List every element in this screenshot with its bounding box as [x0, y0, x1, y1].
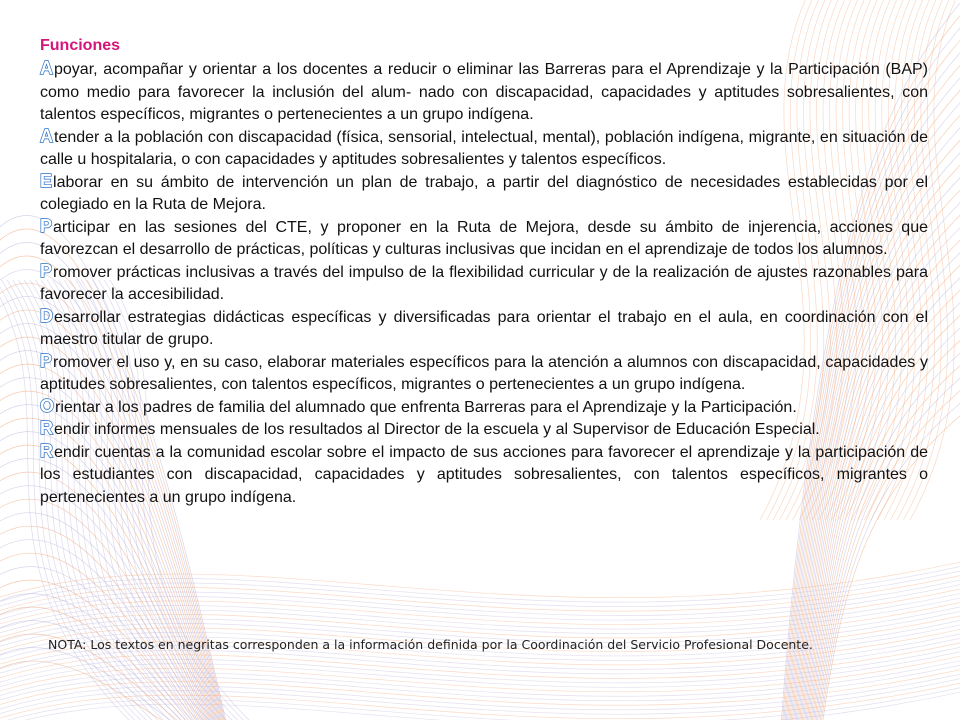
function-item — [40, 442, 928, 510]
function-item — [40, 307, 928, 352]
footnote: NOTA: Los textos en negritas corresponden a la información definida por la Coordinación del Servicio Profesional Docente. — [48, 637, 813, 652]
function-item — [40, 262, 928, 307]
functions-list — [40, 59, 928, 509]
function-text: endir informes mensuales de los resultados al Director de la escuela y al Supervisor de Educación Especial. — [54, 421, 820, 438]
function-text: rientar a los padres de familia del alumnado que enfrenta Barreras para el Aprendizaje y la Participación. — [55, 398, 797, 416]
function-item — [40, 217, 928, 262]
function-text: esarrollar estrategias didácticas específicas y diversificadas para orientar el trabajo en el aula, en coordinación con el maestro titular de grupo. — [40, 308, 928, 348]
initial-letter: D — [40, 305, 53, 326]
section-title: Funciones — [40, 37, 121, 54]
initial-letter: P — [40, 215, 53, 236]
initial-letter: P — [40, 350, 53, 371]
function-item — [40, 127, 928, 172]
function-item — [40, 172, 928, 217]
initial-letter: E — [40, 170, 53, 191]
initial-letter: P — [40, 260, 53, 281]
initial-letter: A — [40, 58, 53, 78]
function-text: laborar en su ámbito de intervención un plan de trabajo, a partir del diagnóstico de necesidades establecidas por el colegiado en la Ruta de Mejora. — [40, 173, 928, 213]
function-item — [40, 352, 928, 397]
function-item — [40, 59, 928, 127]
function-text: romover el uso y, en su caso, elaborar materiales específicos para la atención a alumnos con discapacidad, capacidades y aptitudes sobresalientes, con talentos específicos, migrantes o pertenecientes a un grupo indígena. — [40, 353, 928, 393]
function-text: romover prácticas inclusivas a través del impulso de la flexibilidad curricular y de la realización de ajustes razonables para favorecer la accesibilidad. — [40, 263, 928, 303]
function-text: endir cuentas a la comunidad escolar sobre el impacto de sus acciones para favorecer el aprendizaje y la participación de los estudiantes con discapacidad, capacidades y aptitudes sobresalientes, con talentos específicos, migrantes o pertenecientes a un grupo indígena. — [40, 443, 928, 506]
function-item — [40, 419, 928, 442]
initial-letter: R — [40, 440, 53, 461]
function-text: tender a la población con discapacidad (física, sensorial, intelectual, mental), población indígena, migrante, en situación de calle u hospitalaria, o con capacidades y aptitudes sobresalientes y talentos específicos. — [40, 128, 928, 168]
initial-letter: R — [40, 418, 53, 438]
function-text: articipar en las sesiones del CTE, y proponer en la Ruta de Mejora, desde su ámbito de injerencia, acciones que favorezcan el desarrollo de prácticas, políticas y culturas inclusivas que incidan en el aprendizaje de todos los alumnos. — [40, 218, 928, 258]
functions-section — [40, 36, 928, 509]
function-text: poyar, acompañar y orientar a los docentes a reducir o eliminar las Barreras para el Aprendizaje y la Participación (BAP) como medio para favorecer la inclusión del alum- nado con discapacidad, capacidades y aptitudes sobresalientes, con talentos específicos, migrantes o pertenecientes a un grupo indígena. — [40, 61, 928, 123]
initial-letter: O — [40, 395, 55, 416]
initial-letter: A — [40, 125, 53, 146]
function-item — [40, 397, 928, 420]
